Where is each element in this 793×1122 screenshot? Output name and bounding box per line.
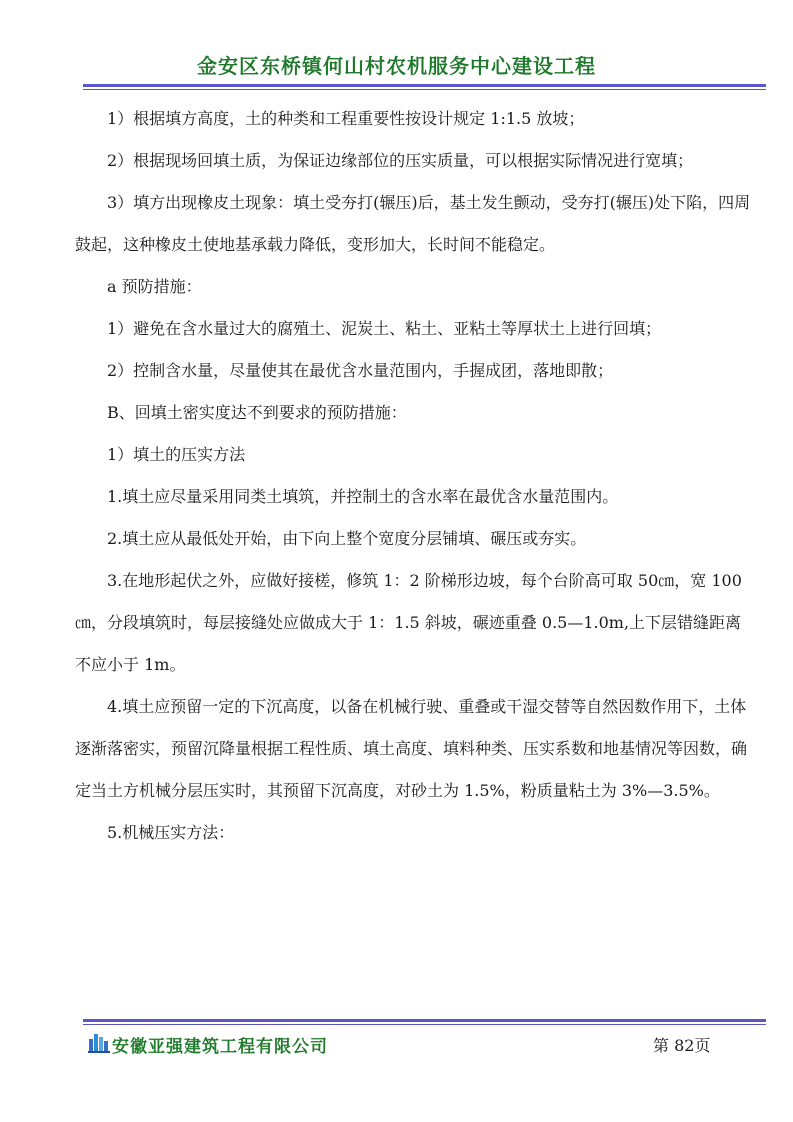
paragraph: 2）控制含水量，尽量使其在最优含水量范围内，手握成团，落地即散； — [107, 361, 614, 380]
page-number: 第 82页 — [653, 1036, 711, 1055]
paragraph: 3.在地形起伏之外，应做好接槎，修筑 1：2 阶梯形边坡，每个台阶高可取 50㎝，宽 100㎝，分段填筑时，每层接缝处应做成大于 1：1.5 斜坡，碾迹重叠 0.5—1.0m,上下层错缝距离不应小于 1m。 — [75, 571, 742, 674]
header-title: 金安区东桥镇何山村农机服务中心建设工程 — [197, 54, 596, 78]
paragraph: 2.填土应从最低处开始，由下向上整个宽度分层铺填、碾压或夯实。 — [107, 529, 587, 548]
paragraph: 2）根据现场回填土质，为保证边缘部位的压实质量，可以根据实际情况进行宽填； — [107, 151, 694, 170]
footer-rule — [83, 1019, 766, 1025]
paragraph: B、回填土密实度达不到要求的预防措施： — [107, 403, 407, 422]
paragraph: 1）填土的压实方法 — [107, 445, 246, 464]
paragraph: a 预防措施： — [107, 277, 202, 296]
paragraph: 1.填土应尽量采用同类土填筑，并控制土的含水率在最优含水量范围内。 — [107, 487, 619, 506]
paragraph: 3）填方出现橡皮土现象：填土受夯打(辗压)后，基土发生颤动，受夯打(辗压)处下陷，四周鼓起，这种橡皮土使地基承载力降低，变形加大，长时间不能稳定。 — [75, 193, 751, 254]
paragraph: 4.填土应预留一定的下沉高度，以备在机械行驶、重叠或干湿交替等自然因数作用下，土体逐渐落密实，预留沉降量根据工程性质、填土高度、填料种类、压实系数和地基情况等因数，确定当土方机械分层压实时，其预留下沉高度，对砂土为 1.5%，粉质量粘土为 3%—3.5%。 — [75, 697, 748, 800]
document-body — [75, 98, 755, 854]
footer-company-name: 安徽亚强建筑工程有限公司 — [112, 1037, 328, 1057]
paragraph: 1）根据填方高度，土的种类和工程重要性按设计规定 1:1.5 放坡； — [107, 109, 585, 128]
building-logo-icon — [88, 1031, 110, 1053]
header-rule — [83, 84, 766, 90]
paragraph: 5.机械压实方法： — [107, 823, 235, 842]
paragraph: 1）避免在含水量过大的腐殖土、泥炭土、粘土、亚粘土等厚状土上进行回填； — [107, 319, 662, 338]
